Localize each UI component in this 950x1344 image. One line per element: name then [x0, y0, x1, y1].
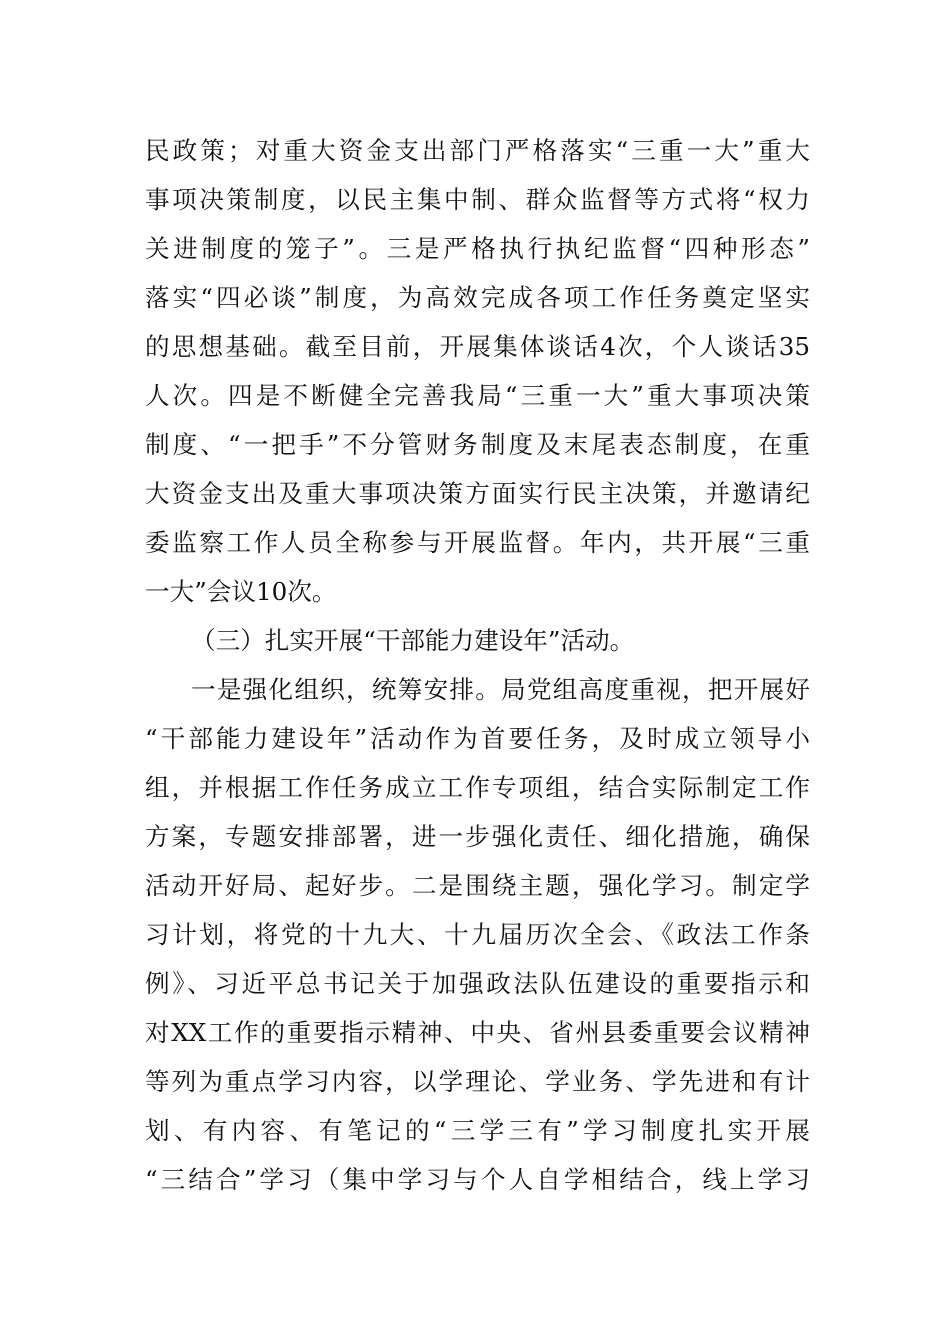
text-line-4: 落实“四必谈”制度，为高效完成各项工作任务奠定坚实	[145, 283, 810, 312]
text-line-7: 制度、“一把手”不分管财务制度及末尾表态制度，在重	[145, 430, 810, 459]
text-line-15: 方案，专题安排部署，进一步强化责任、细化措施，确保	[145, 822, 810, 851]
text-line-19: 对XX工作的重要指示精神、中央、省州县委重要会议精神	[145, 1018, 810, 1047]
text-line-14: 组，并根据工作任务成立工作专项组，结合实际制定工作	[145, 773, 810, 802]
text-line-5: 的思想基础。截至目前，开展集体谈话4次，个人谈话35	[145, 332, 810, 361]
text-line-12: 一是强化组织，统筹安排。局党组高度重视，把开展好	[191, 675, 810, 704]
text-line-9: 委监察工作人员全称参与开展监督。年内，共开展“三重	[145, 528, 810, 557]
text-line-16: 活动开好局、起好步。二是围绕主题，强化学习。制定学	[145, 871, 810, 900]
text-line-18: 例》、习近平总书记关于加强政法队伍建设的重要指示和	[145, 969, 810, 998]
text-line-22: “三结合”学习（集中学习与个人自学相结合，线上学习	[145, 1165, 810, 1194]
text-line-21: 划、有内容、有笔记的“三学三有”学习制度扎实开展	[145, 1116, 810, 1145]
text-line-20: 等列为重点学习内容，以学理论、学业务、学先进和有计	[145, 1067, 810, 1096]
text-line-13: “干部能力建设年”活动作为首要任务，及时成立领导小	[145, 724, 810, 753]
text-line-6: 人次。四是不断健全完善我局“三重一大”重大事项决策	[145, 381, 810, 410]
text-line-10: 一大”会议10次。	[145, 577, 337, 606]
section-heading: （三）扎实开展“干部能力建设年”活动。	[191, 626, 635, 655]
text-line-17: 习计划，将党的十九大、十九届历次全会、《政法工作条	[145, 920, 810, 949]
text-line-8: 大资金支出及重大事项决策方面实行民主决策，并邀请纪	[145, 479, 810, 508]
text-line-1: 民政策；对重大资金支出部门严格落实“三重一大”重大	[145, 136, 810, 165]
text-line-2: 事项决策制度，以民主集中制、群众监督等方式将“权力	[145, 185, 810, 214]
text-line-3: 关进制度的笼子”。三是严格执行执纪监督“四种形态”	[145, 234, 810, 263]
